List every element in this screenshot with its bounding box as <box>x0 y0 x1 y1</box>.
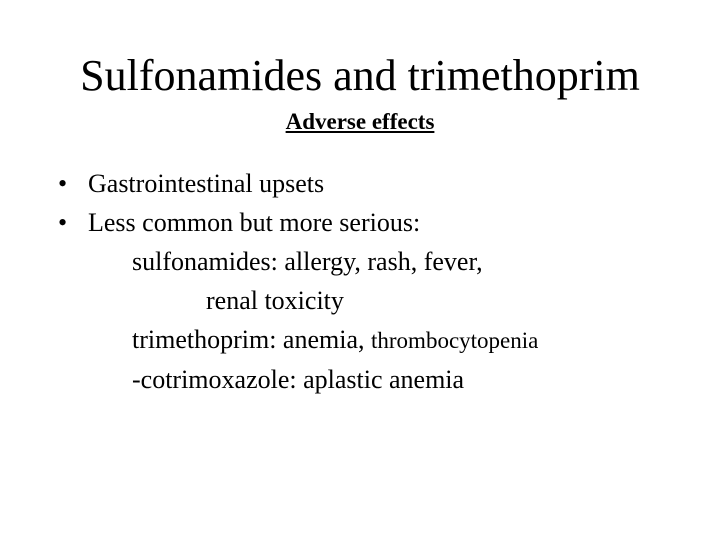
detail-cotrimoxazole: -cotrimoxazole: aplastic anemia <box>132 365 465 394</box>
bullet-text: Less common but more serious: <box>88 208 421 237</box>
bullet-text: Gastrointestinal upsets <box>88 169 325 198</box>
detail-trimethoprim-text: trimethoprim: anemia, <box>132 325 371 354</box>
detail-trimethoprim <box>58 320 698 360</box>
bullet-item <box>58 203 698 242</box>
bullet-item <box>58 164 698 203</box>
detail-sulfonamides: sulfonamides: allergy, rash, fever, <box>132 247 483 276</box>
bullet-icon: • <box>58 208 68 237</box>
slide-subtitle <box>0 108 720 136</box>
detail-trimethoprim-small: thrombocytopenia <box>371 328 539 353</box>
detail-sulfonamides-cont: renal toxicity <box>206 286 344 315</box>
bullet-icon: • <box>58 169 68 198</box>
slide-title: Sulfonamides and trimethoprim <box>80 51 640 100</box>
subtitle-text: Adverse effects <box>285 109 435 134</box>
slide-body <box>58 164 698 399</box>
